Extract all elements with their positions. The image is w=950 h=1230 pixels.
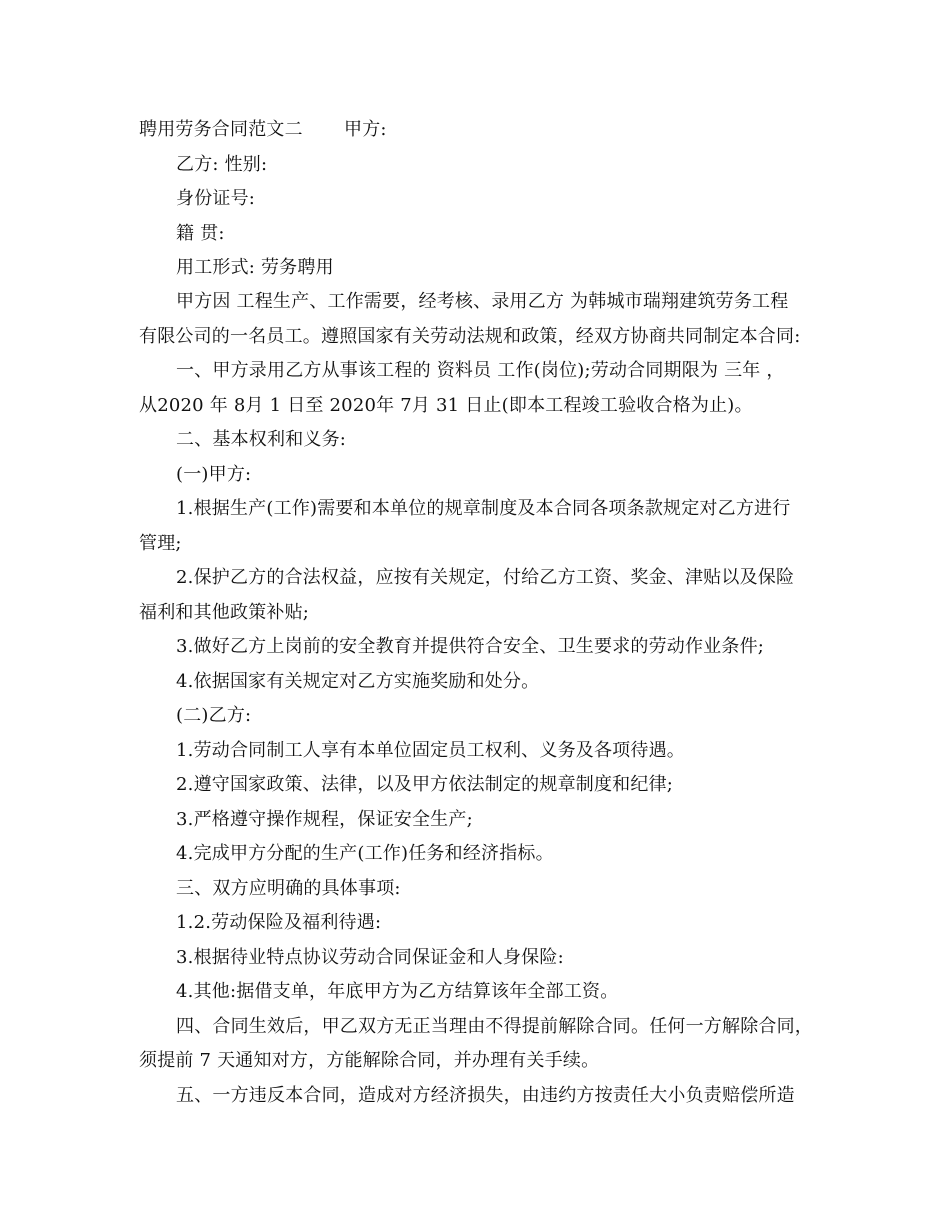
clause-1-line-2: 从2020 年 8月 1 日至 2020年 7月 31 日止(即本工程竣工验收合格为止)。: [139, 395, 753, 416]
title-line: [139, 118, 829, 142]
clause-3-item-3: 4.其他:据借支单，年底甲方为乙方结算该年全部工资。: [176, 981, 619, 1002]
party-b-heading: (二)乙方:: [176, 705, 252, 726]
id-number-field: 身份证号:: [176, 188, 256, 209]
intro-line-2: 有限公司的一名员工。遵照国家有关劳动法规和政策，经双方协商共同制定本合同:: [139, 326, 801, 347]
party-a-item-1-cont: 管理;: [139, 533, 182, 554]
clause-4-line-1: 四、合同生效后，甲乙双方无正当理由不得提前解除合同。任何一方解除合同，: [176, 1016, 813, 1037]
party-b-item-4: 4.完成甲方分配的生产(工作)任务和经济指标。: [176, 843, 554, 864]
party-b-item-2: 2.遵守国家政策、法律，以及甲方依法制定的规章制度和纪律;: [176, 774, 674, 795]
clause-3-item-2: 3.根据待业特点协议劳动合同保证金和人身保险:: [176, 947, 564, 968]
party-a-item-1: 1.根据生产(工作)需要和本单位的规章制度及本合同各项条款规定对乙方进行: [176, 498, 791, 519]
party-a-item-2-cont: 福利和其他政策补贴;: [139, 602, 310, 623]
party-b-item-1: 1.劳动合同制工人享有本单位固定员工权利、义务及各项待遇。: [176, 740, 685, 761]
native-place-field: 籍 贯:: [176, 223, 225, 244]
intro-line-1: 甲方因 工程生产、工作需要，经考核、录用乙方 为韩城市瑞翔建筑劳务工程: [176, 291, 789, 312]
party-a-item-2: 2.保护乙方的合法权益，应按有关规定，付给乙方工资、奖金、津贴以及保险: [176, 567, 795, 588]
employment-form-field: 用工形式: 劳务聘用: [176, 257, 334, 278]
clause-1-line-1: 一、甲方录用乙方从事该工程的 资料员 工作(岗位);劳动合同期限为 三年 ，: [176, 360, 785, 381]
party-a-label: 甲方:: [344, 119, 387, 140]
party-a-heading: (一)甲方:: [176, 464, 252, 485]
party-b-field: 乙方: 性别:: [176, 154, 268, 175]
clause-3-heading: 三、双方应明确的具体事项:: [176, 878, 401, 899]
party-b-item-3: 3.严格遵守操作规程，保证安全生产;: [176, 809, 473, 830]
clause-4-line-2: 须提前 7 天通知对方，方能解除合同，并办理有关手续。: [139, 1050, 600, 1071]
clause-2-heading: 二、基本权利和义务:: [176, 429, 347, 450]
clause-3-item-1: 1.2.劳动保险及福利待遇:: [176, 912, 382, 933]
document-title: 聘用劳务合同范文二: [139, 119, 303, 140]
clause-5-line-1: 五、一方违反本合同，造成对方经济损失，由违约方按责任大小负责赔偿所造: [176, 1085, 795, 1106]
party-a-item-4: 4.依据国家有关规定对乙方实施奖励和处分。: [176, 671, 540, 692]
party-a-item-3: 3.做好乙方上岗前的安全教育并提供符合安全、卫生要求的劳动作业条件;: [176, 636, 765, 657]
